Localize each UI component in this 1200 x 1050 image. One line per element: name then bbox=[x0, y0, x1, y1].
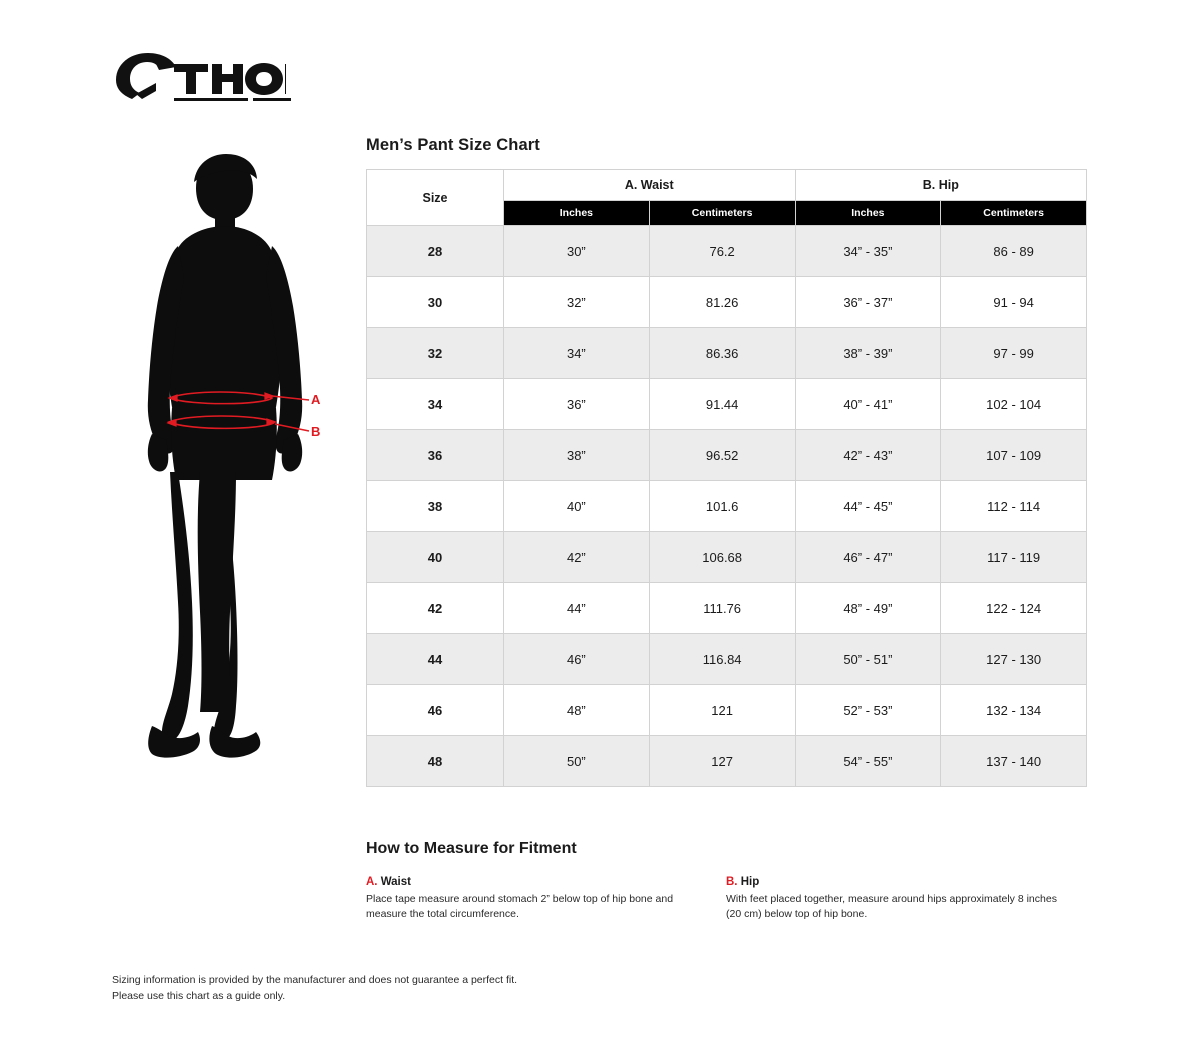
waist-instructions: Place tape measure around stomach 2” below top of hip bone and measure the total circumference. bbox=[366, 893, 674, 920]
cell-waist-inches: 48” bbox=[504, 685, 650, 736]
cell-waist-centimeters: 106.68 bbox=[649, 532, 795, 583]
cell-size: 36 bbox=[367, 430, 504, 481]
disclaimer bbox=[112, 972, 517, 1005]
page-title: Men’s Pant Size Chart bbox=[366, 136, 540, 154]
how-to-measure-section bbox=[366, 840, 1086, 922]
cell-hip-inches: 48” - 49” bbox=[795, 583, 941, 634]
cell-size: 40 bbox=[367, 532, 504, 583]
cell-hip-inches: 52” - 53” bbox=[795, 685, 941, 736]
cell-waist-centimeters: 96.52 bbox=[649, 430, 795, 481]
table-row bbox=[367, 481, 1087, 532]
table-row bbox=[367, 226, 1087, 277]
waist-marker-label: A bbox=[311, 392, 321, 407]
cell-hip-inches: 36” - 37” bbox=[795, 277, 941, 328]
table-row bbox=[367, 328, 1087, 379]
hip-marker-label: B bbox=[311, 424, 321, 439]
cell-waist-inches: 32” bbox=[504, 277, 650, 328]
table-row bbox=[367, 634, 1087, 685]
thor-logo-icon bbox=[112, 50, 292, 102]
table-row bbox=[367, 583, 1087, 634]
column-header-size: Size bbox=[367, 170, 504, 226]
cell-hip-centimeters: 102 - 104 bbox=[941, 379, 1087, 430]
cell-waist-inches: 34” bbox=[504, 328, 650, 379]
cell-hip-inches: 38” - 39” bbox=[795, 328, 941, 379]
cell-hip-centimeters: 132 - 134 bbox=[941, 685, 1087, 736]
cell-size: 48 bbox=[367, 736, 504, 787]
size-chart-section bbox=[366, 136, 1086, 787]
cell-size: 44 bbox=[367, 634, 504, 685]
how-to-item-hip bbox=[726, 876, 1086, 922]
cell-waist-centimeters: 91.44 bbox=[649, 379, 795, 430]
cell-waist-centimeters: 101.6 bbox=[649, 481, 795, 532]
hip-instructions: With feet placed together, measure around hips approximately 8 inches (20 cm) below top of hip bone. bbox=[726, 893, 1057, 920]
column-header-waist-inches: Inches bbox=[504, 201, 650, 226]
cell-hip-inches: 50” - 51” bbox=[795, 634, 941, 685]
table-row bbox=[367, 277, 1087, 328]
cell-waist-inches: 50” bbox=[504, 736, 650, 787]
disclaimer-line-2: Please use this chart as a guide only. bbox=[112, 990, 286, 1003]
cell-waist-inches: 38” bbox=[504, 430, 650, 481]
table-row bbox=[367, 430, 1087, 481]
cell-hip-centimeters: 117 - 119 bbox=[941, 532, 1087, 583]
cell-size: 38 bbox=[367, 481, 504, 532]
column-header-waist-centimeters: Centimeters bbox=[649, 201, 795, 226]
waist-marker: A. bbox=[366, 876, 378, 888]
how-to-measure-heading: How to Measure for Fitment bbox=[366, 840, 577, 857]
table-row bbox=[367, 685, 1087, 736]
column-group-hip: B. Hip bbox=[795, 170, 1087, 201]
column-group-waist: A. Waist bbox=[504, 170, 796, 201]
cell-waist-inches: 30” bbox=[504, 226, 650, 277]
cell-hip-centimeters: 112 - 114 bbox=[941, 481, 1087, 532]
body-silhouette-figure bbox=[112, 150, 342, 770]
cell-hip-inches: 44” - 45” bbox=[795, 481, 941, 532]
cell-hip-centimeters: 107 - 109 bbox=[941, 430, 1087, 481]
hip-label: Hip bbox=[740, 876, 760, 888]
cell-waist-centimeters: 111.76 bbox=[649, 583, 795, 634]
cell-size: 32 bbox=[367, 328, 504, 379]
size-chart-table bbox=[366, 169, 1087, 787]
disclaimer-line-1: Sizing information is provided by the manufacturer and does not guarantee a perfect fit. bbox=[112, 974, 518, 986]
cell-hip-centimeters: 127 - 130 bbox=[941, 634, 1087, 685]
cell-hip-centimeters: 137 - 140 bbox=[941, 736, 1087, 787]
table-row bbox=[367, 736, 1087, 787]
cell-size: 42 bbox=[367, 583, 504, 634]
table-row bbox=[367, 379, 1087, 430]
cell-waist-inches: 36” bbox=[504, 379, 650, 430]
hip-marker: B. bbox=[726, 876, 738, 888]
cell-size: 30 bbox=[367, 277, 504, 328]
male-body-silhouette-icon bbox=[112, 150, 342, 770]
brand-logo bbox=[112, 50, 292, 102]
cell-hip-inches: 42” - 43” bbox=[795, 430, 941, 481]
cell-waist-centimeters: 76.2 bbox=[649, 226, 795, 277]
cell-waist-inches: 40” bbox=[504, 481, 650, 532]
cell-hip-inches: 34” - 35” bbox=[795, 226, 941, 277]
cell-size: 34 bbox=[367, 379, 504, 430]
waist-label: Waist bbox=[380, 876, 411, 888]
cell-hip-inches: 40” - 41” bbox=[795, 379, 941, 430]
cell-waist-centimeters: 116.84 bbox=[649, 634, 795, 685]
cell-hip-inches: 46” - 47” bbox=[795, 532, 941, 583]
cell-waist-inches: 46” bbox=[504, 634, 650, 685]
cell-hip-centimeters: 86 - 89 bbox=[941, 226, 1087, 277]
cell-waist-inches: 42” bbox=[504, 532, 650, 583]
column-header-hip-inches: Inches bbox=[795, 201, 941, 226]
cell-hip-centimeters: 122 - 124 bbox=[941, 583, 1087, 634]
cell-waist-centimeters: 127 bbox=[649, 736, 795, 787]
cell-hip-inches: 54” - 55” bbox=[795, 736, 941, 787]
cell-waist-centimeters: 81.26 bbox=[649, 277, 795, 328]
how-to-item-waist bbox=[366, 876, 726, 922]
cell-size: 46 bbox=[367, 685, 504, 736]
cell-waist-centimeters: 86.36 bbox=[649, 328, 795, 379]
table-row bbox=[367, 532, 1087, 583]
cell-waist-inches: 44” bbox=[504, 583, 650, 634]
cell-hip-centimeters: 97 - 99 bbox=[941, 328, 1087, 379]
cell-waist-centimeters: 121 bbox=[649, 685, 795, 736]
column-header-hip-centimeters: Centimeters bbox=[941, 201, 1087, 226]
table-group-header-row bbox=[367, 170, 1087, 201]
cell-hip-centimeters: 91 - 94 bbox=[941, 277, 1087, 328]
cell-size: 28 bbox=[367, 226, 504, 277]
